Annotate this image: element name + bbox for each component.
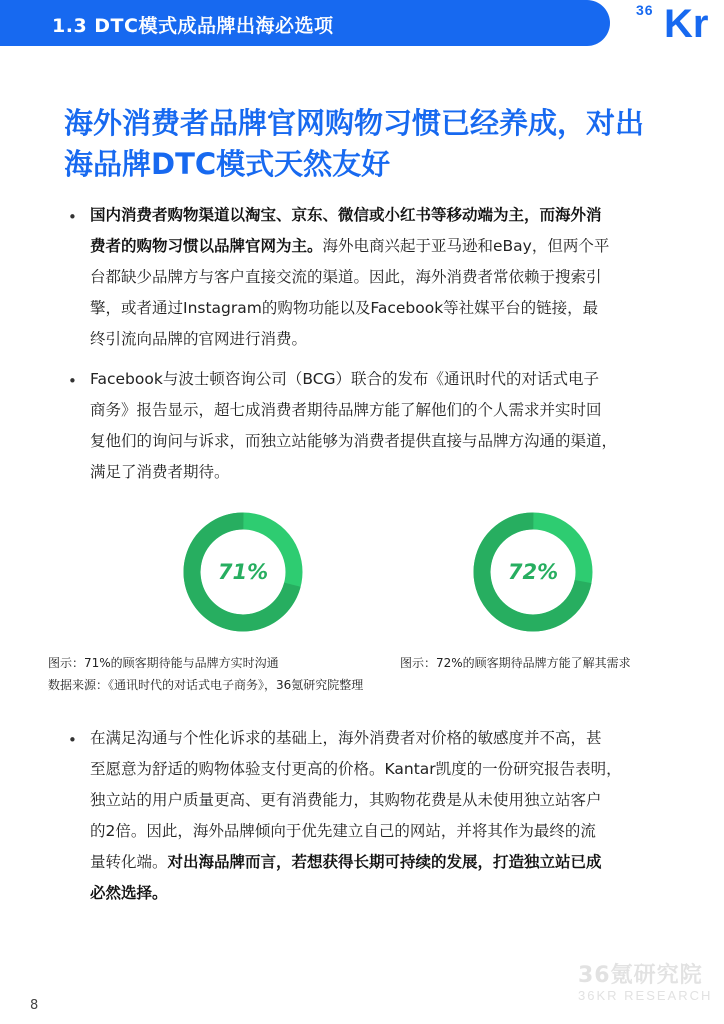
paragraph-line <box>90 364 668 395</box>
paragraph-line <box>90 785 668 816</box>
logo-letters: Kr <box>664 2 709 46</box>
paragraph-line <box>90 723 668 754</box>
bold-text: 必然选择。 <box>90 884 168 902</box>
chart-2-caption: 图示：72%的顾客期待品牌方能了解其需求 <box>400 656 631 670</box>
donut-chart-1-value: 71% <box>217 560 269 584</box>
page-number: 8 <box>30 998 39 1013</box>
logo-number: 36 <box>636 2 654 18</box>
bold-text: 对出海品牌而言，若想获得长期可持续的发展，打造独立站已成 <box>167 853 602 871</box>
normal-text: 满足了消费者期待。 <box>90 463 230 481</box>
bold-text: 国内消费者购物渠道以淘宝、京东、微信或小红书等移动端为主，而海外消 <box>90 206 602 224</box>
header-bar <box>0 0 610 46</box>
normal-text: 在满足沟通与个性化诉求的基础上，海外消费者对价格的敏感度并不高，甚 <box>90 729 602 747</box>
paragraph-line <box>90 293 668 324</box>
page-title-line-1: 海外消费者品牌官网购物习惯已经养成，对出 <box>64 106 645 140</box>
watermark-cn: 36氪研究院 <box>578 963 703 988</box>
donut-chart-1 <box>180 509 306 635</box>
paragraph-line <box>90 457 668 488</box>
paragraph-line <box>90 847 668 878</box>
normal-text: 复他们的询问与诉求，而独立站能够为消费者提供直接与品牌方沟通的渠道， <box>90 432 618 450</box>
chart-1-caption: 图示：71%的顾客期待能与品牌方实时沟通 <box>48 656 279 670</box>
paragraph-line <box>90 754 668 785</box>
paragraph-line <box>90 878 668 909</box>
bold-text: 费者的购物习惯以品牌官网为主。 <box>90 237 323 255</box>
paragraph-line <box>90 262 668 293</box>
paragraph-2 <box>90 364 668 488</box>
paragraph-line <box>90 426 668 457</box>
section-title: 1.3 DTC模式成品牌出海必选项 <box>52 15 334 37</box>
paragraph-3 <box>90 723 668 909</box>
page-title-line-2: 海品牌DTC模式天然友好 <box>64 147 391 181</box>
donut-chart-2 <box>470 509 596 635</box>
normal-text: 擎，或者通过Instagram的购物功能以及Facebook等社媒平台的链接，最 <box>90 299 599 317</box>
normal-text: 台都缺少品牌方与客户直接交流的渠道。因此，海外消费者常依赖于搜索引 <box>90 268 602 286</box>
brand-logo <box>628 0 724 46</box>
paragraph-1 <box>90 200 668 355</box>
paragraph-line <box>90 324 668 355</box>
bullet-2: • <box>68 372 77 390</box>
paragraph-line <box>90 395 668 426</box>
normal-text: 至愿意为舒适的购物体验支付更高的价格。Kantar凯度的一份研究报告表明， <box>90 760 622 778</box>
normal-text: 量转化端。 <box>90 853 168 871</box>
normal-text: 商务》报告显示，超七成消费者期待品牌方能了解他们的个人需求并实时回 <box>90 401 602 419</box>
donut-chart-2-value: 72% <box>507 560 559 584</box>
normal-text: 终引流向品牌的官网进行消费。 <box>90 330 308 348</box>
source-note: 数据来源：《通讯时代的对话式电子商务》，36氪研究院整理 <box>48 678 364 692</box>
normal-text: 海外电商兴起于亚马逊和eBay，但两个平 <box>322 237 610 255</box>
normal-text: Facebook与波士顿咨询公司（BCG）联合的发布《通讯时代的对话式电子 <box>90 370 600 388</box>
bullet-1: • <box>68 208 77 226</box>
watermark-en: 36KR RESEARCH <box>578 988 713 1003</box>
paragraph-line <box>90 200 668 231</box>
paragraph-line <box>90 816 668 847</box>
normal-text: 的2倍。因此，海外品牌倾向于优先建立自己的网站，并将其作为最终的流 <box>90 822 596 840</box>
paragraph-line <box>90 231 668 262</box>
page-title <box>64 103 684 185</box>
bullet-3: • <box>68 731 77 749</box>
normal-text: 独立站的用户质量更高、更有消费能力，其购物花费是从未使用独立站客户 <box>90 791 602 809</box>
